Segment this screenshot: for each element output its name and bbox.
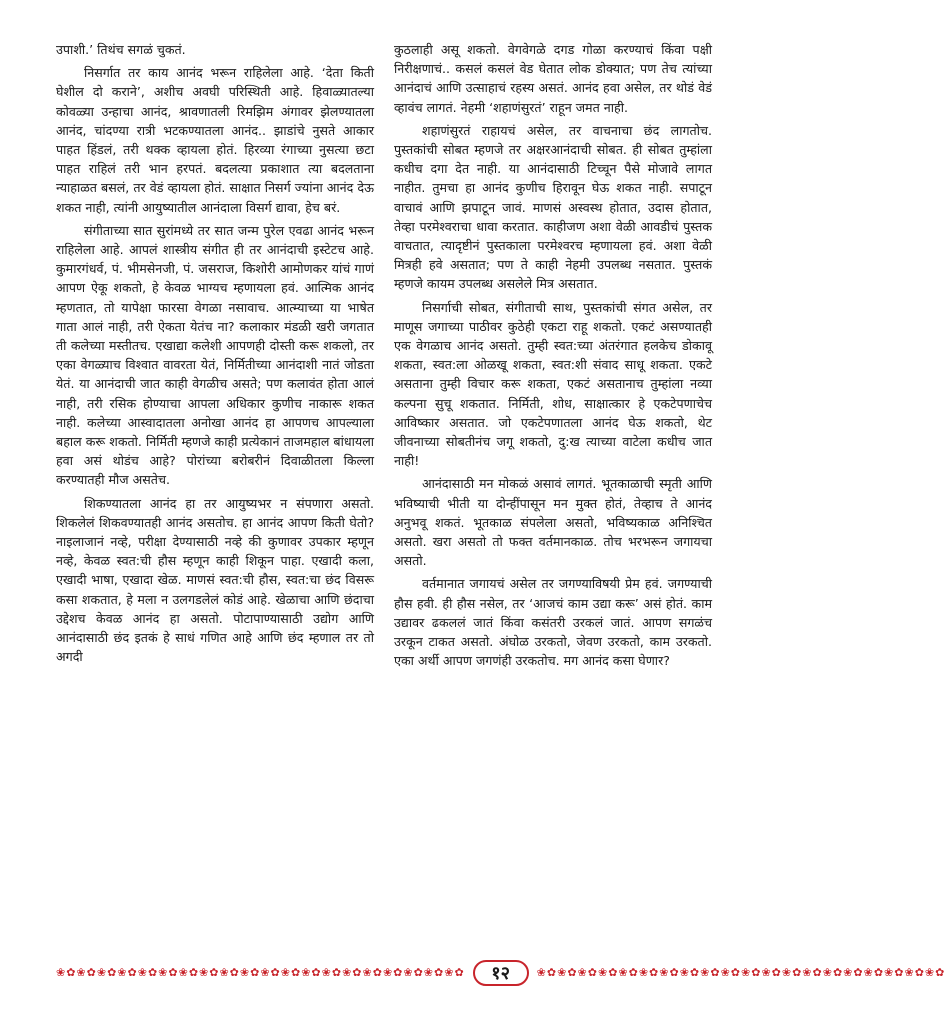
paragraph: संगीताच्या सात सुरांमध्ये तर सात जन्म पुरेल एवढा आनंद भरून राहिलेला आहे. आपलं शास्त्रीय संगीत ही तर आनंदाची इस्टेटच आहे. कुमारगंधर्व, पं. भीमसेनजी, पं. जसराज, किशोरी आमोणकर यांचं गाणं आपण ऐकू शकतो, हे केवळ भाग्यच म्हणायला हवं. आत्मिक आनंद म्हणतात, तो यापेक्षा फारसा वेगळा नसावाच. आत्म्याच्या या भाषेत गाता आलं नाही, तरी ऐकता येतंच ना? कलाकार मंडळी खरी जगतात ती कलेच्या मस्तीतच. एखाद्या कलेशी आपणही दोस्ती करू शकलो, तर एका वेगळ्याच विश्वात वावरता येतं, निर्मितीच्या आनंदाशी नातं जोडता येतं. या आनंदाची जात काही वेगळीच असते; पण कलावंत होता आलं नाही, तरी रसिक होण्याचा आपला अधिकार कुणीच नाकारू शकत नाही. कलेच्या आस्वादातला अनोखा आनंद हा आपणच आपल्याला बहाल करू शकतो. निर्मिती म्हणजे काही प्रत्येकानं ताजमहाल बांधायला हवा असं थोडंच आहे? पोरांच्या बरोबरीनं दिवाळीतला किल्ला करण्यातही मौज असतेच. xyxy=(56,222,374,488)
decorative-border-right: ❀✿❀✿❀✿❀✿❀✿❀✿❀✿❀✿❀✿❀✿❀✿❀✿❀✿❀✿❀✿❀✿❀✿❀✿❀✿❀✿ xyxy=(536,966,945,979)
page-number: १२ xyxy=(473,960,529,986)
right-column xyxy=(394,40,712,940)
text-columns xyxy=(56,40,712,940)
paragraph: कुठलाही असू शकतो. वेगवेगळे दगड गोळा करण्याचं किंवा पक्षी निरीक्षणाचं.. कसलं कसलं वेड घेतात लोक डोक्यात; पण तेच त्यांच्या आनंदाचं आणि उत्साहाचं रहस्य असतं. आनंद हवा असेल, तर थोडं वेडं व्हावंच लागतं. नेहमी ‘शहाणंसुरतं’ राहून जमत नाही. xyxy=(394,42,712,115)
paragraph: आनंदासाठी मन मोकळं असावं लागतं. भूतकाळाची स्मृती आणि भविष्याची भीती या दोन्हींपासून मन मुक्त होतं, तेव्हाच ते आनंद अनुभवू शकतं. भूतकाळ संपलेला असतो, भविष्यकाळ अनिश्चित असतो. खरा असतो तो फक्त वर्तमानकाळ. तोच भरभरून जगायचा असतो. xyxy=(394,476,712,569)
paragraph: वर्तमानात जगायचं असेल तर जगण्याविषयी प्रेम हवं. जगण्याची हौस हवी. ही हौस नसेल, तर ‘आजचं काम उद्या करू’ असं होतं. काम उद्यावर ढकललं जातं किंवा कसंतरी उरकलं जातं. आपण सगळंच उरकून टाकत असतो. अंघोळ उरकतो, जेवण उरकतो, काम उरकतो. एका अर्थी आपण जगणंही उरकतोच. मग आनंद कसा घेणार? xyxy=(394,576,712,669)
decorative-border-left: ❀✿❀✿❀✿❀✿❀✿❀✿❀✿❀✿❀✿❀✿❀✿❀✿❀✿❀✿❀✿❀✿❀✿❀✿❀✿❀✿ xyxy=(56,966,465,979)
left-column xyxy=(56,40,374,940)
paragraph: उपाशी.’ तिथंच सगळं चुकतं. xyxy=(56,42,186,57)
paragraph: निसर्गाची सोबत, संगीताची साथ, पुस्तकांची संगत असेल, तर माणूस जगाच्या पाठीवर कुठेही एकटा राहू शकतो. एकटं असण्यातही एक वेगळाच आनंद असतो. तुम्ही स्वत:च्या अंतरंगात हलकेच डोकावू शकता, स्वत:ला ओळखू शकता, स्वत:शी संवाद साधू शकता. एकटे असताना तुम्ही विचार करू शकता, एकटं असतानाच तुम्हांला नव्या कल्पना सुचू शकतात. निर्मिती, शोध, साक्षात्कार हे एकटेपणाचेच आविष्कार असतात. जो एकटेपणातला आनंद घेऊ शकतो, थेट जीवनाच्या सोबतीनंच जगू शकतो, दु:ख त्याच्या वाटेला कधीच जात नाही! xyxy=(394,299,712,469)
paragraph: शहाणंसुरतं राहायचं असेल, तर वाचनाचा छंद लागतोच. पुस्तकांची सोबत म्हणजे तर अक्षरआनंदाची सोबत. ही सोबत तुम्हांला कधीच दगा देत नाही. या आनंदासाठी टिच्चून पैसे मोजावे लागत नाहीत. तुमचा हा आनंद कुणीच हिरावून घेऊ शकत नाही. सपाटून वाचावं आणि झपाटून जावं. माणसं अस्वस्थ होतात, उदास होतात, तेव्हा परमेश्वराचा धावा करतात. काहीजण अशा वेळी आवडीचं पुस्तक वाचतात, त्यादृष्टीनं पुस्तकाला परमेश्वरच म्हणायला हवं. अशा वेळी मित्रही हवे असतात; पण ते काही नेहमी उपलब्ध नसतात. पुस्तकं म्हणजे कायम उपलब्ध असलेले मित्र असतात. xyxy=(394,122,712,292)
page-footer xyxy=(56,958,945,988)
paragraph: निसर्गात तर काय आनंद भरून राहिलेला आहे. ‘देता किती घेशील दो कराने’, अशीच अवघी परिस्थिती आहे. हिवाळ्यातल्या कोवळ्या उन्हाचा आनंद, श्रावणातली रिमझिम अंगावर झेलण्यातला आनंद, चांदण्या रात्री भटकण्यातला आनंद.. झाडांचे नुसते आकार पाहत हिंडलं, तरी थक्क व्हायला होतं. हिरव्या रंगाच्या नुसत्या छटा पाहत राहिलं तरी भान हरपतं. बदलत्या प्रकाशात त्या बदलताना न्याहाळत बसलं, तर वेडं व्हायला होतं. साक्षात निसर्ग ज्यांना आनंद देऊ शकत नाही, त्यांनी आयुष्यातील आनंदाला विसर्ग द्यावा, हेच बरं. xyxy=(56,65,374,215)
paragraph: शिकण्यातला आनंद हा तर आयुष्यभर न संपणारा असतो. शिकलेलं शिकवण्यातही आनंद असतोच. हा आनंद आपण किती घेतो? नाइलाजानं नव्हे, परीक्षा देण्यासाठी नव्हे की कुणावर उपकार म्हणून नव्हे, केवळ स्वत:ची हौस म्हणून काही शिकून पाहा. एखादी कला, एखादी भाषा, एखादा खेळ. माणसं स्वत:ची हौस, स्वत:चा छंद विसरू कसा शकतात, हे मला न उलगडलेलं कोडं आहे. खेळाचा आणि छंदाचा उद्देशच केवळ आनंद हा असतो. पोटापाण्यासाठी उद्योग आणि आनंदासाठी छंद इतकं हे साधं गणित आहे आणि छंद म्हणाल तर तो अगदी xyxy=(56,495,374,665)
